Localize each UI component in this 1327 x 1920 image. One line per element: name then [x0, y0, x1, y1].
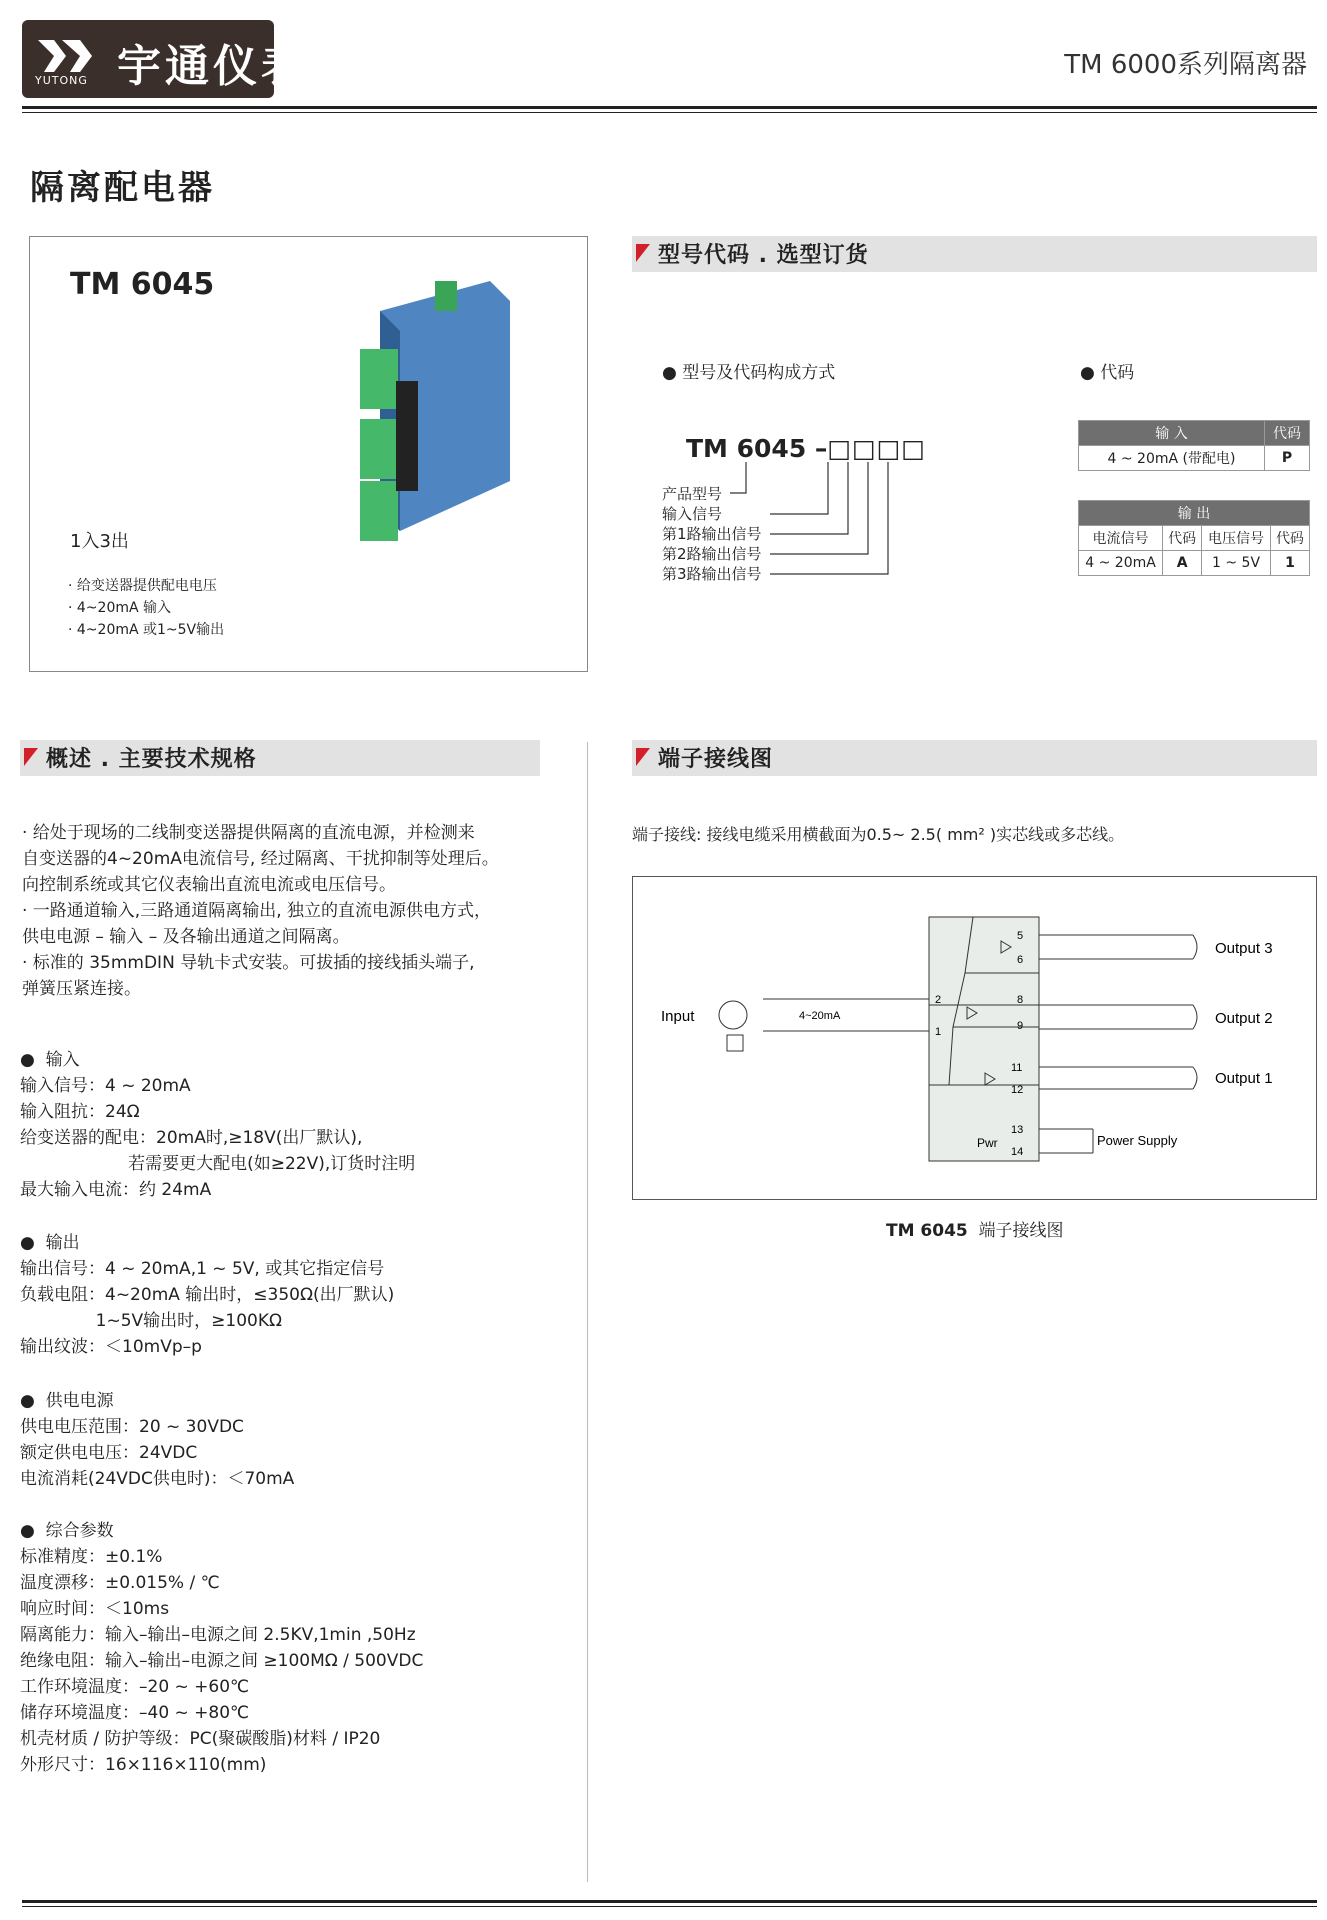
input-code-table: 输 入 代码 4 ~ 20mA (带配电) P: [1078, 420, 1310, 471]
spec-output: ● 输出 输出信号：4 ~ 20mA,1 ~ 5V, 或其它指定信号 负载电阻：4~20mA 输出时，≤350Ω(出厂默认) 1~5V输出时，≥100KΩ 输出纹波：＜10mVp–p: [20, 1230, 394, 1360]
product-io: 1入3出: [70, 531, 129, 552]
overview-heading: 概述 . 主要技术规格: [20, 740, 540, 776]
signal-label: 4~20mA: [799, 1010, 841, 1022]
model-code: TM 6045 –□□□□: [686, 434, 926, 463]
terminal-label: 11: [1011, 1062, 1023, 1074]
terminal-label: 9: [1017, 1020, 1024, 1032]
wiring-diagram: [632, 876, 1317, 1200]
terminal-label: 14: [1011, 1146, 1024, 1158]
header-rule-thin: [22, 112, 1317, 113]
brand-name-en: YUTONG: [35, 74, 88, 87]
overview-text: · 给处于现场的二线制变送器提供隔离的直流电源，并检测来 自变送器的4~20mA电流信号, 经过隔离、干扰抑制等处理后。 向控制系统或其它仪表输出直流电流或电压信号。 · 一路通道输入,三路通道隔离输出, 独立的直流电源供电方式， 供电电源 – 输入 – 及各输出通道之间隔离。 · 标准的 35mmDIN 导轨卡式安装。可拔插的接线插头端子, 弹簧压紧连接。: [22, 823, 499, 999]
wiring-caption: TM 6045 端子接线图: [886, 1221, 1064, 1241]
model-code-bullet: ● 型号及代码构成方式: [662, 363, 836, 383]
brand-name: 宇通仪表: [117, 41, 309, 92]
code-label: 第2路输出信号: [662, 545, 762, 563]
output-label: Output 3: [1215, 940, 1273, 957]
spec-general: ● 综合参数 标准精度：±0.1% 温度漂移：±0.015% / ℃ 响应时间：＜10ms 隔离能力：输入–输出–电源之间 2.5KV,1min ,50Hz 绝缘电阻：输入–输出–电源之间 ≥100MΩ / 500VDC 工作环境温度：–20 ~ +60℃ 储存环境温度：–40 ~ +80℃ 机壳材质 / 防护等级：PC(聚碳酸脂)材料 / IP20 外形尺寸：16×116×110(mm): [20, 1518, 423, 1778]
product-model: TM 6045: [70, 267, 215, 302]
footer-rule-thin: [22, 1906, 1317, 1907]
terminal-label: 6: [1017, 954, 1024, 966]
feature-item: · 给变送器提供配电电压: [68, 578, 217, 594]
spec-heading: ● 输入: [20, 1050, 80, 1070]
terminal-label: 8: [1017, 994, 1024, 1006]
spec-heading: ● 输出: [20, 1233, 80, 1253]
code-label: 产品型号: [662, 485, 723, 503]
spec-input: ● 输入 输入信号：4 ~ 20mA 输入阻抗：24Ω 给变送器的配电：20mA时,≥18V(出厂默认), 若需要更大配电(如≥22V),订货时注明 最大输入电流：约 24mA: [20, 1047, 415, 1203]
code-label: 第3路输出信号: [662, 565, 762, 583]
input-label: Input: [661, 1008, 695, 1025]
code-label: 输入信号: [662, 505, 723, 523]
wiring-heading: 端子接线图: [632, 740, 1317, 776]
heading-marker-icon: [24, 748, 38, 766]
heading-marker-icon: [636, 748, 650, 766]
product-box: [29, 236, 588, 672]
page-title: 隔离配电器: [30, 168, 215, 208]
wiring-svg: [633, 877, 1316, 1199]
output-code-table: 输 出 电流信号 代码 电压信号 代码 4 ~ 20mA A 1 ~ 5V 1: [1078, 500, 1310, 576]
terminal-label: 13: [1011, 1124, 1024, 1136]
wiring-note: 端子接线: 接线电缆采用横截面为0.5~ 2.5( mm² )实芯线或多芯线。: [632, 825, 1125, 844]
ordering-heading: 型号代码 . 选型订货: [632, 236, 1317, 272]
footer-rule: [22, 1900, 1317, 1903]
spec-heading: ● 供电电源: [20, 1391, 114, 1411]
brand-logo: [22, 20, 309, 98]
pwr-label: Pwr: [977, 1136, 998, 1150]
code-label: 第1路输出信号: [662, 525, 762, 543]
power-supply-label: Power Supply: [1097, 1133, 1178, 1148]
terminal-label: 2: [935, 994, 942, 1006]
feature-item: · 4~20mA 输入: [68, 600, 172, 616]
code-bullet: ● 代码: [1080, 363, 1135, 383]
spec-heading: ● 综合参数: [20, 1521, 114, 1541]
output-label: Output 1: [1215, 1070, 1273, 1087]
header-rule: [22, 106, 1317, 109]
logo-mark-icon: [32, 32, 102, 76]
terminal-label: 1: [935, 1026, 942, 1038]
spec-power: ● 供电电源 供电电压范围：20 ~ 30VDC 额定供电电压：24VDC 电流消耗(24VDC供电时)：＜70mA: [20, 1388, 294, 1492]
terminal-label: 5: [1017, 930, 1024, 942]
output-label: Output 2: [1215, 1010, 1273, 1027]
series-title: TM 6000系列隔离器: [1064, 50, 1307, 80]
product-photo: [350, 281, 520, 541]
column-divider: [587, 742, 588, 1882]
terminal-label: 12: [1011, 1084, 1024, 1096]
feature-item: · 4~20mA 或1~5V输出: [68, 622, 225, 638]
heading-marker-icon: [636, 244, 650, 262]
